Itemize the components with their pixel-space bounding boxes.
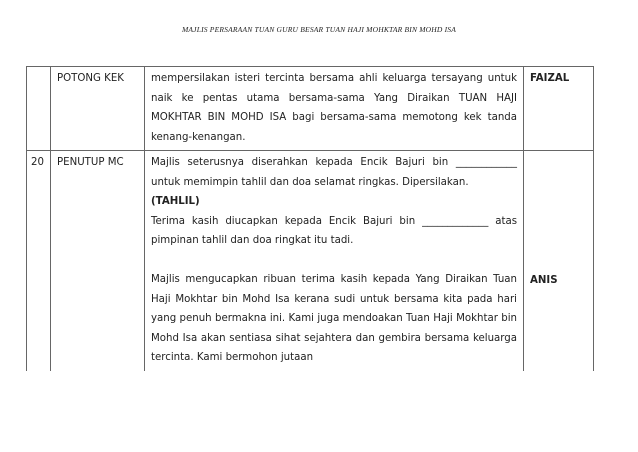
row-number [27, 67, 51, 151]
programme-table [26, 66, 594, 371]
host-name: FAIZAL [524, 67, 594, 151]
paragraph-spacer [151, 251, 517, 271]
table-row [27, 67, 594, 151]
script-paragraph: Majlis mengucapkan ribuan terima kasih kepada Yang Diraikan Tuan Haji Mokhtar bin Mohd Isa kerana sudi untuk bersama kita pada hari yang penuh bermakna ini. Kami juga mendoakan Tuan Haji Mokhtar bin Mohd Isa akan sentiasa sihat sejahtera dan gembira bersama keluarga tercinta. Kami bermohon jutaan [151, 274, 517, 363]
table-row [27, 151, 594, 371]
host-name: ANIS [524, 151, 594, 371]
row-number: 20 [27, 151, 51, 371]
programme-item: PENUTUP MC [51, 151, 145, 371]
script-paragraph: Majlis seterusnya diserahkan kepada Encik Bajuri bin ____________ untuk memimpin tahlil dan doa selamat ringkas. Dipersilakan. [151, 157, 517, 188]
script-paragraph: Terima kasih diucapkan kepada Encik Bajuri bin _____________ atas pimpinan tahlil dan doa ringkat itu tadi. [151, 215, 517, 246]
script-text [145, 67, 524, 151]
tahlil-label: (TAHLIL) [151, 196, 200, 207]
programme-item: POTONG KEK [51, 67, 145, 151]
document-header: MAJLIS PERSARAAN TUAN GURU BESAR TUAN HAJI MOHKTAR BIN MOHD ISA [181, 25, 457, 34]
script-text [145, 151, 524, 371]
script-paragraph: mempersilakan isteri tercinta bersama ahli keluarga tersayang untuk naik ke pentas utama bersama-sama Yang Diraikan TUAN HAJI MOKHTAR BIN MOHD ISA bagi bersama-sama memotong kek tanda kenang-kenangan. [151, 73, 517, 143]
